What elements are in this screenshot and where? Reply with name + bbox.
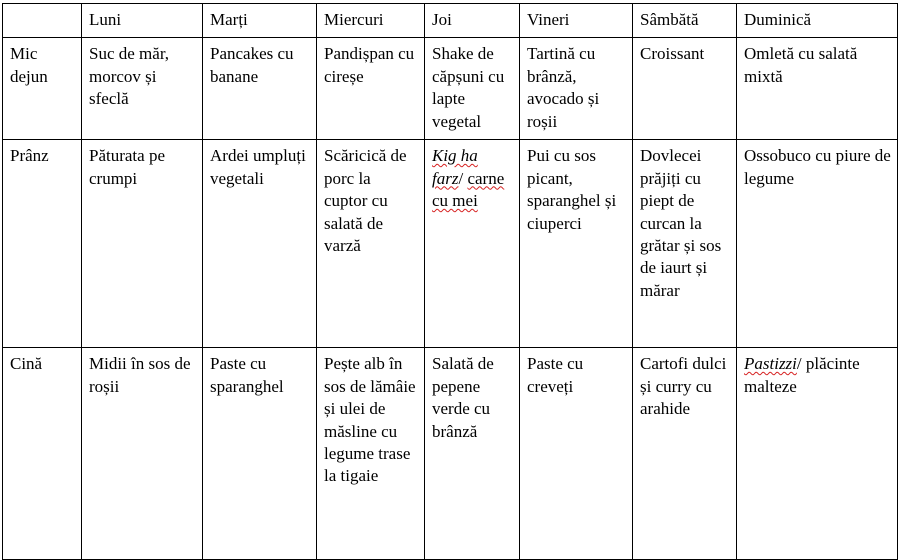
cell-lunch-marti: Ardei umpluți vegetali [203, 140, 317, 348]
cell-lunch-joi-separator: / [458, 168, 468, 188]
spellchecked-term-carne-cu-mei: carne cu mei [432, 168, 505, 211]
cell-dinner-marti: Paste cu sparanghel [203, 348, 317, 560]
cell-dinner-duminica [737, 348, 898, 560]
header-corner-cell [3, 4, 82, 38]
cell-dinner-miercuri: Pește alb în sos de lămâie și ulei de măsline cu legume trase la tigaie [317, 348, 425, 560]
cell-dinner-vineri: Paste cu creveți [520, 348, 633, 560]
spellchecked-term-kig-ha-farz: Kig ha farz [432, 146, 478, 188]
cell-lunch-joi [425, 140, 520, 348]
column-header-luni: Luni [82, 4, 203, 38]
cell-dinner-duminica-rest: / plăcinte malteze [744, 354, 860, 396]
weekly-menu-table [2, 3, 898, 560]
document-page [0, 3, 900, 543]
cell-breakfast-sambata: Croissant [633, 38, 737, 140]
row-label-mic-dejun: Mic dejun [3, 38, 82, 140]
cell-breakfast-duminica: Omletă cu salată mixtă [737, 38, 898, 140]
cell-lunch-vineri: Pui cu sos picant, sparanghel și ciuperci [520, 140, 633, 348]
row-label-pranz: Prânz [3, 140, 82, 348]
column-header-duminica: Duminică [737, 4, 898, 38]
table-row-lunch [3, 140, 898, 348]
row-label-cina: Cină [3, 348, 82, 560]
spellchecked-term-pastizzi: Pastizzi [744, 354, 797, 374]
table-row-dinner [3, 348, 898, 560]
table-body [3, 38, 898, 560]
column-header-sambata: Sâmbătă [633, 4, 737, 38]
cell-breakfast-vineri: Tartină cu brânză, avocado și roșii [520, 38, 633, 140]
cell-lunch-miercuri: Scăricică de porc la cuptor cu salată de varză [317, 140, 425, 348]
cell-dinner-sambata: Cartofi dulci și curry cu arahide [633, 348, 737, 560]
column-header-vineri: Vineri [520, 4, 633, 38]
cell-lunch-duminica: Ossobuco cu piure de legume [737, 140, 898, 348]
column-header-marti: Marți [203, 4, 317, 38]
table-row-breakfast [3, 38, 898, 140]
table-header [3, 4, 898, 38]
cell-lunch-sambata: Dovlecei prăjiți cu piept de curcan la grătar și sos de iaurt și mărar [633, 140, 737, 348]
cell-breakfast-miercuri: Pandișpan cu cireșe [317, 38, 425, 140]
column-header-joi: Joi [425, 4, 520, 38]
cell-breakfast-marti: Pancakes cu banane [203, 38, 317, 140]
cell-dinner-luni: Midii în sos de roșii [82, 348, 203, 560]
header-row [3, 4, 898, 38]
cell-lunch-luni: Păturata pe crumpi [82, 140, 203, 348]
column-header-miercuri: Miercuri [317, 4, 425, 38]
cell-breakfast-luni: Suc de măr, morcov și sfeclă [82, 38, 203, 140]
cell-breakfast-joi: Shake de căpșuni cu lapte vegetal [425, 38, 520, 140]
cell-dinner-joi: Salată de pepene verde cu brânză [425, 348, 520, 560]
